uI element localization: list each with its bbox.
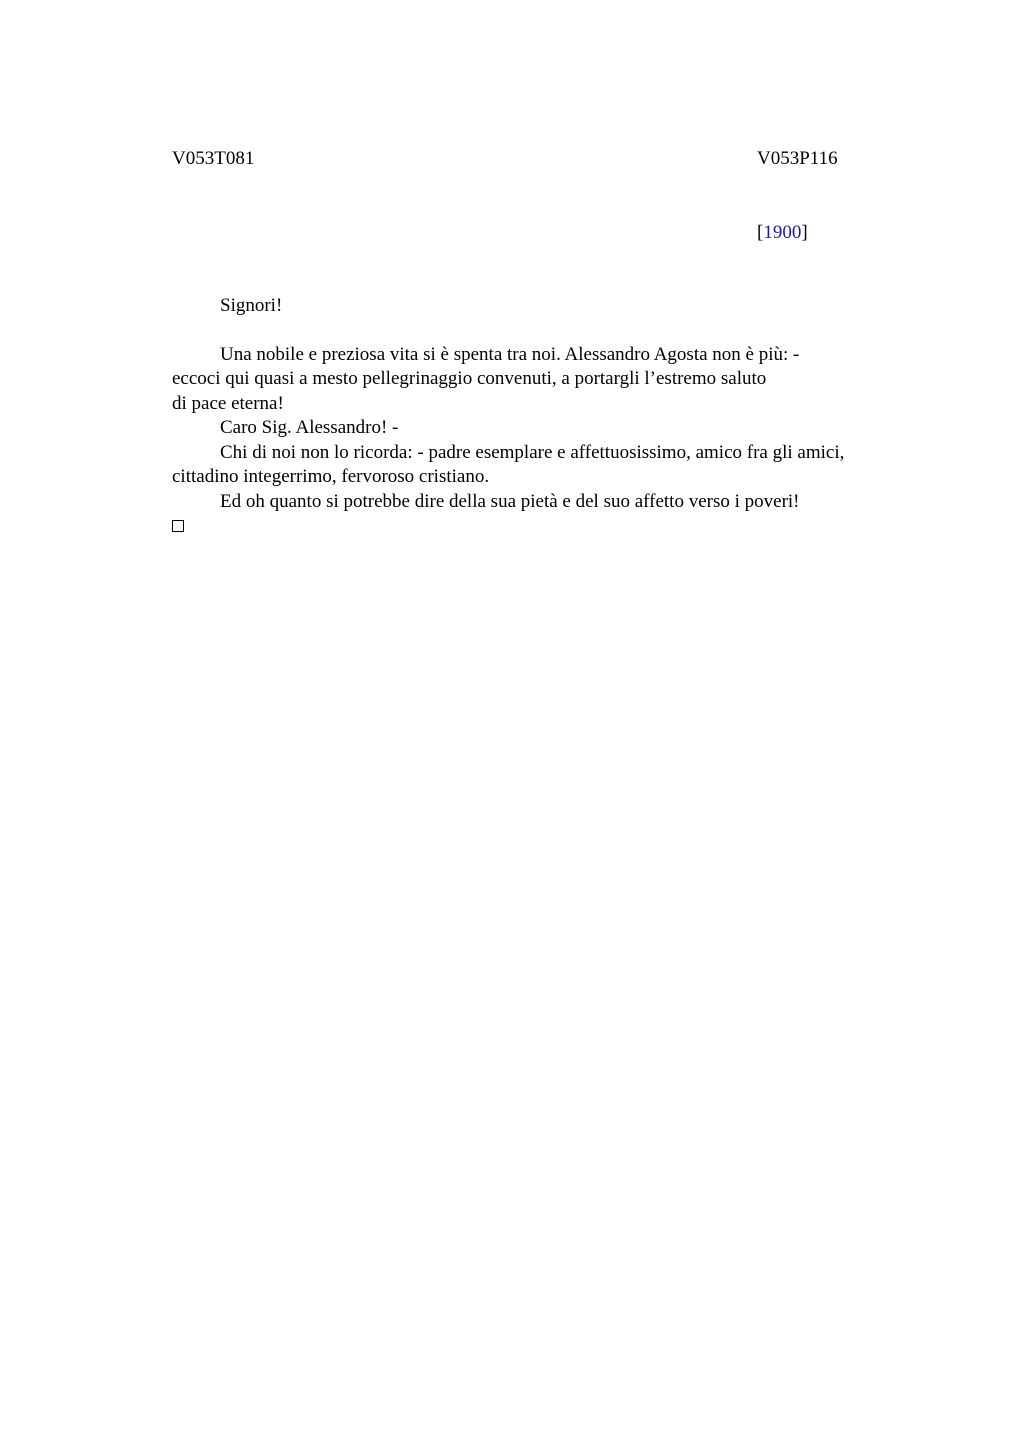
paragraph-spacer xyxy=(172,319,912,343)
paragraph-1-line-3: di pace eterna! xyxy=(172,392,284,414)
paragraph-1-line-1: Una nobile e preziosa vita si è spenta tra noi. Alessandro Agosta non è più: - xyxy=(220,343,800,365)
paragraph-3-line-1: Chi di noi non lo ricorda: - padre esemplare e affettuosissimo, amico fra gli amici, xyxy=(220,441,845,463)
document-body xyxy=(172,294,912,540)
salutation: Signori! xyxy=(220,295,283,316)
paragraph-3-line-2: cittadino integerrimo, fervoroso cristiano. xyxy=(172,466,490,487)
paragraph-2-line-1: Caro Sig. Alessandro! - xyxy=(220,417,399,438)
paragraph-4-line-1: Ed oh quanto si potrebbe dire della sua pietà e del suo affetto verso i poveri! xyxy=(220,490,800,512)
document-code-left: V053T081 xyxy=(172,148,255,169)
paragraph-1-line-2: eccoci qui quasi a mesto pellegrinaggio convenuti, a portargli l’estremo saluto xyxy=(172,368,767,389)
document-date xyxy=(757,222,808,244)
end-marker xyxy=(172,514,912,540)
date-open-bracket: [ xyxy=(757,222,764,243)
date-year-link[interactable]: 1900 xyxy=(763,222,802,243)
square-box-icon xyxy=(172,520,184,532)
document-code-right: V053P116 xyxy=(757,148,838,169)
date-close-bracket: ] xyxy=(801,222,808,243)
